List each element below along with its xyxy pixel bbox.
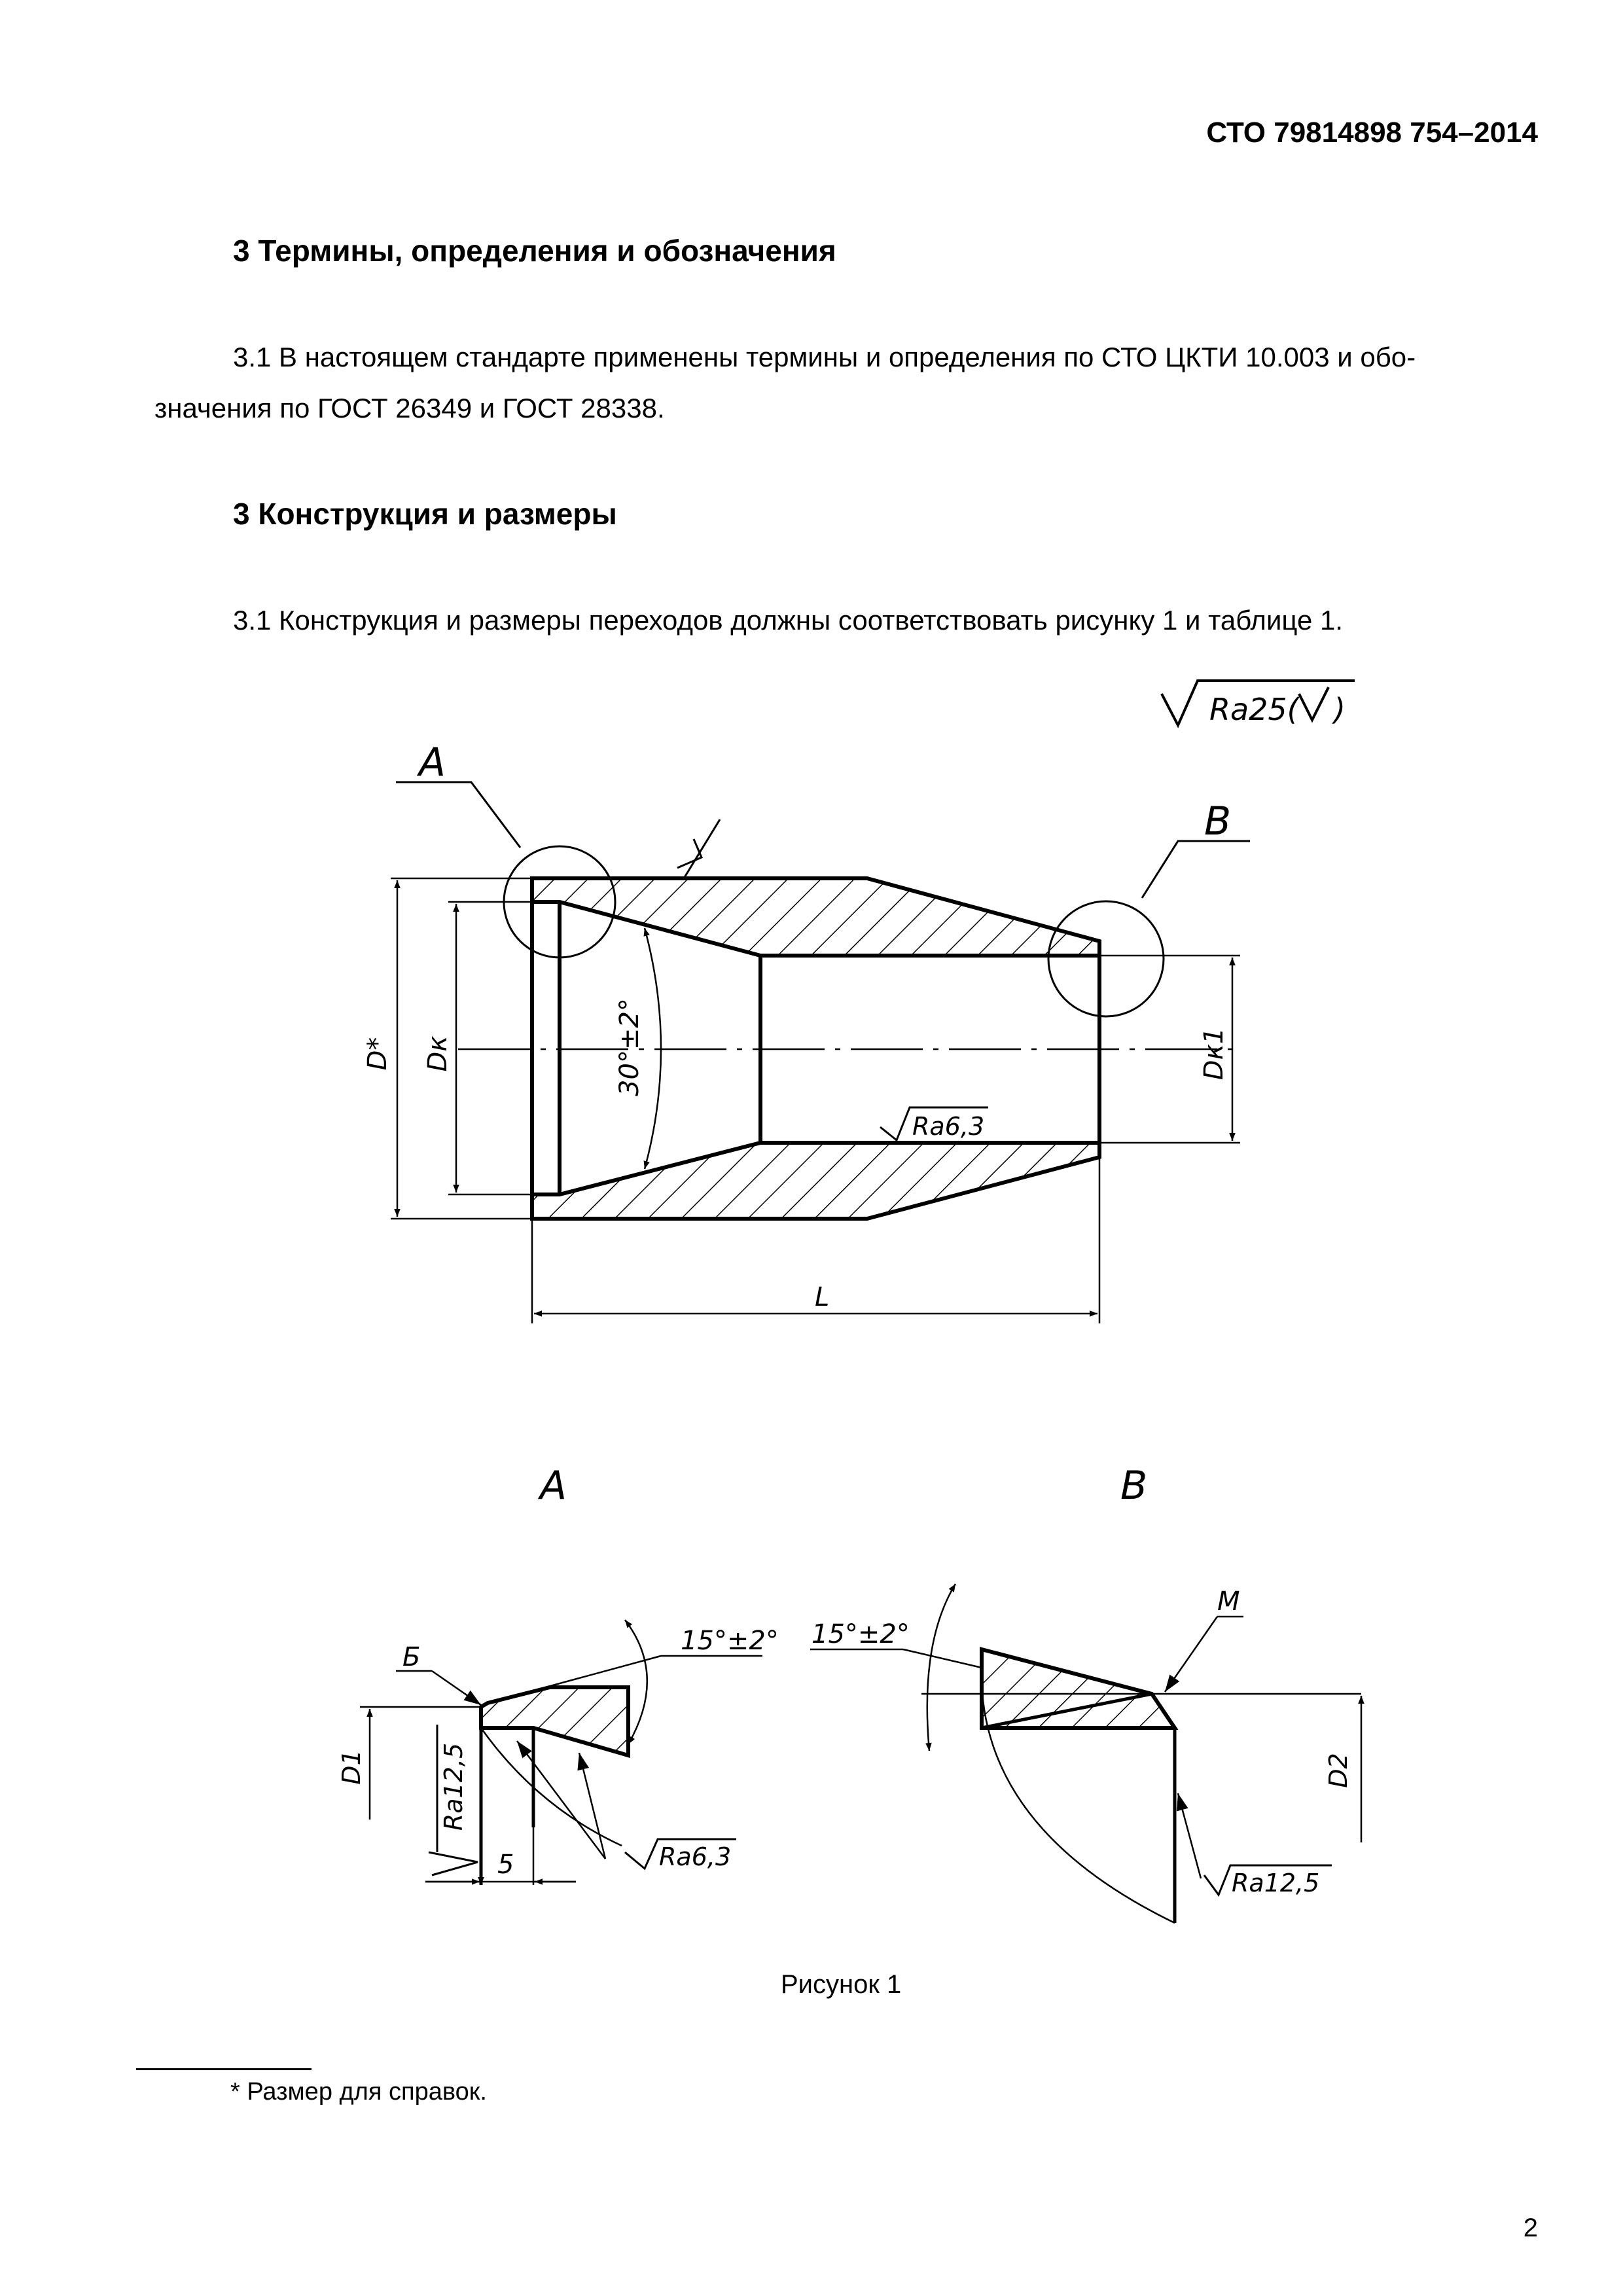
dim-length: L <box>815 1282 830 1312</box>
detail-b-roughness: Ra12,5 <box>1232 1869 1320 1897</box>
detail-a-angle: 15°±2° <box>681 1626 779 1656</box>
detail-b-point-label: М <box>1217 1587 1240 1617</box>
section-heading-terms: 3 Термины, определения и обозначения <box>233 234 836 268</box>
view-b-title: B <box>1120 1463 1148 1509</box>
document-code: СТО 79814898 754–2014 <box>1206 117 1538 149</box>
design-paragraph: 3.1 Конструкция и размеры переходов должны соответствовать рисунку 1 и таблице 1. <box>233 605 1344 636</box>
general-roughness-text: Ra25( <box>1209 692 1299 727</box>
terms-paragraph-line-1: 3.1 В настоящем стандарте применены термины и определения по СТО ЦКТИ 10.003 и обо- <box>233 342 1416 372</box>
detail-b-view <box>810 1584 1361 1923</box>
detail-a-chamfer-roughness: Ra6,3 <box>659 1842 732 1871</box>
bore-roughness: Ra6,3 <box>912 1112 985 1141</box>
detail-a-callout: A <box>419 740 446 785</box>
detail-a-face-roughness: Ra12,5 <box>439 1742 468 1831</box>
view-a-title: A <box>540 1463 567 1509</box>
detail-b-circle <box>1048 901 1164 1016</box>
dim-d2: D2 <box>1324 1753 1353 1788</box>
dim-d-star: D* <box>363 1037 393 1071</box>
detail-b-callout: B <box>1204 798 1232 844</box>
main-view <box>363 740 1250 1323</box>
dim-width-5: 5 <box>497 1850 514 1880</box>
terms-paragraph-line-2: значения по ГОСТ 26349 и ГОСТ 28338. <box>154 393 665 423</box>
figure-caption: Рисунок 1 <box>781 1970 902 1999</box>
detail-a-point-label: Б <box>402 1642 421 1672</box>
footnote-separator <box>136 2068 312 2070</box>
dim-angle-30: 30°±2° <box>615 998 645 1096</box>
upper-wall-section <box>532 878 1099 956</box>
page-number: 2 <box>1523 2214 1538 2242</box>
svg-text:): ) <box>1334 692 1346 727</box>
dim-dk: Dк <box>423 1035 453 1072</box>
general-roughness-symbol <box>1162 681 1355 727</box>
dim-dk1: Dк1 <box>1199 1027 1229 1081</box>
dim-d1: D1 <box>337 1749 366 1785</box>
detail-a-view <box>337 1620 779 1885</box>
lower-wall-section <box>532 1143 1099 1219</box>
detail-b-angle: 15°±2° <box>812 1619 910 1649</box>
footnote: * Размер для справок. <box>230 2078 487 2106</box>
section-heading-design: 3 Конструкция и размеры <box>233 497 617 531</box>
